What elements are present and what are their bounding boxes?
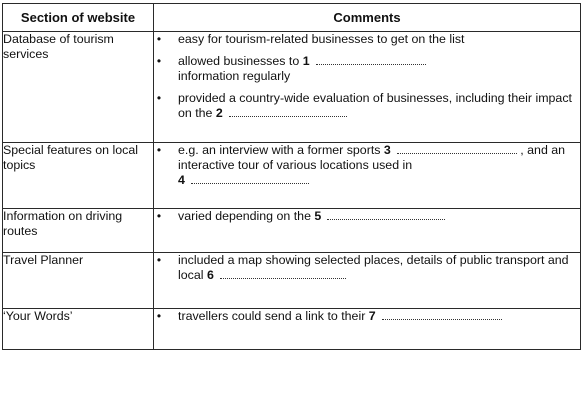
question-number: 7 (368, 309, 376, 323)
table-row (3, 253, 581, 309)
table-row (3, 209, 581, 253)
header-comments: Comments (154, 4, 581, 32)
answer-gap[interactable] (220, 269, 346, 279)
comment-text: easy for tourism-related businesses to get on the list (178, 32, 465, 46)
comment-text: information regularly (178, 69, 291, 83)
comments-cell (154, 309, 581, 350)
question-number: 1 (302, 54, 310, 68)
question-number: 5 (314, 209, 322, 223)
header-section: Section of website (3, 4, 154, 32)
notes-table (2, 3, 581, 350)
table-row (3, 309, 581, 350)
comment-text: travellers could send a link to their (178, 309, 366, 323)
comment-text: varied depending on the (178, 209, 311, 223)
bullet-list (154, 32, 580, 121)
bullet-list (154, 253, 580, 283)
answer-gap[interactable] (327, 210, 445, 220)
comments-cell (154, 32, 581, 143)
header-row (3, 4, 581, 32)
bullet-icon: • (156, 32, 162, 46)
comments-cell (154, 253, 581, 309)
section-cell: Special features on local topics (3, 143, 154, 209)
question-number: 3 (383, 143, 391, 157)
question-number: 2 (215, 106, 223, 120)
answer-gap[interactable] (397, 144, 517, 154)
comment-text: included a map showing selected places, details of public transport and local (178, 253, 569, 282)
comments-cell (154, 209, 581, 253)
table-row (3, 143, 581, 209)
question-number: 4 (178, 173, 185, 187)
list-item (154, 309, 580, 324)
list-item (154, 209, 580, 224)
comment-text: provided a country-wide evaluation of businesses, including their impact on the (178, 91, 572, 120)
answer-gap[interactable] (382, 310, 502, 320)
table-row (3, 32, 581, 143)
list-item (154, 143, 580, 188)
section-cell: Travel Planner (3, 253, 154, 309)
list-item (154, 32, 580, 47)
comment-text: , and an interactive tour of various locations used in (178, 143, 566, 172)
bullet-list (154, 143, 580, 188)
list-item (154, 54, 580, 84)
answer-gap[interactable] (229, 107, 347, 117)
answer-gap[interactable] (191, 174, 309, 184)
bullet-icon: • (156, 209, 162, 223)
comment-text: e.g. an interview with a former sports (178, 143, 381, 157)
bullet-icon: • (156, 253, 162, 267)
bullet-icon: • (156, 91, 162, 105)
comments-cell (154, 143, 581, 209)
bullet-icon: • (156, 309, 162, 323)
list-item (154, 91, 580, 121)
question-number: 6 (206, 268, 214, 282)
bullet-list (154, 309, 580, 324)
bullet-icon: • (156, 143, 162, 157)
bullet-icon: • (156, 54, 162, 68)
list-item (154, 253, 580, 283)
comment-text: allowed businesses to (178, 54, 300, 68)
section-cell: ‘Your Words’ (3, 309, 154, 350)
section-cell: Database of tourism services (3, 32, 154, 143)
section-cell: Information on driving routes (3, 209, 154, 253)
bullet-list (154, 209, 580, 224)
answer-gap[interactable] (316, 55, 426, 65)
